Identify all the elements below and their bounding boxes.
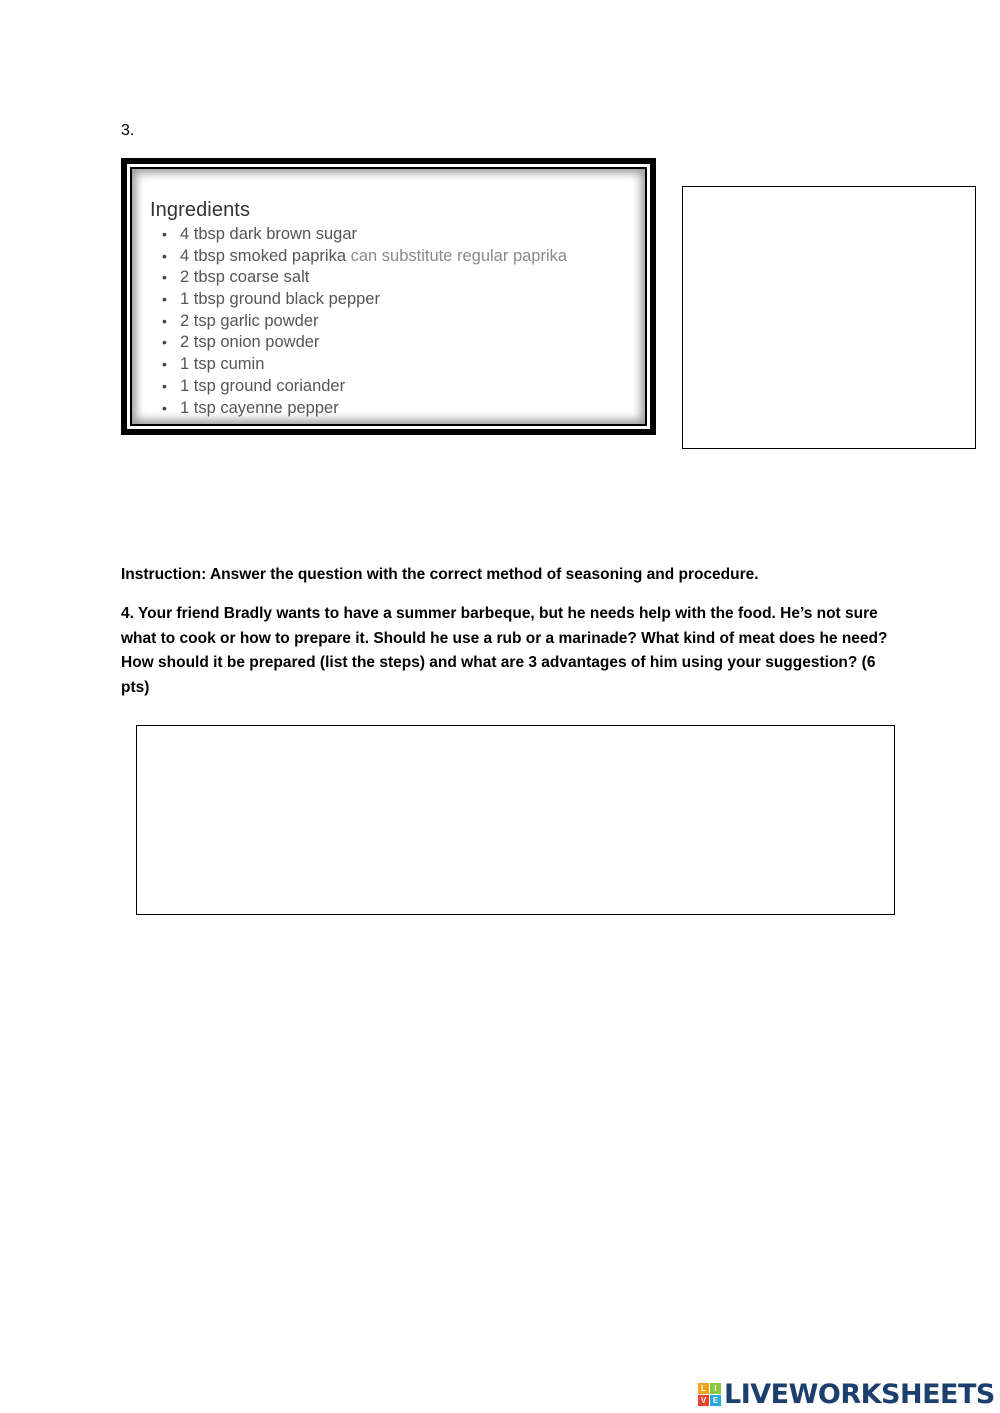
bullet-icon: • [162, 269, 167, 286]
question-4-answer-box[interactable] [136, 725, 895, 915]
bullet-icon: • [162, 291, 167, 308]
bullet-icon: • [162, 377, 167, 394]
bullet-icon: • [162, 399, 167, 416]
ingredient-item: • 2 tsp garlic powder [150, 311, 645, 333]
ingredient-item: • 4 tbsp dark brown sugar [150, 224, 645, 246]
liveworksheets-logo [698, 1378, 995, 1410]
question-3-answer-box[interactable] [682, 186, 976, 449]
ingredient-note: can substitute regular paprika [346, 246, 568, 265]
instruction-text: Instruction: Answer the question with the correct method of seasoning and procedure. [121, 566, 759, 583]
ingredient-item: • 1 tsp cayenne pepper [150, 398, 645, 420]
ingredient-item: • 2 tsp onion powder [150, 332, 645, 354]
liveworksheets-logo-text: LIVEWORKSHEETS [724, 1378, 995, 1410]
liveworksheets-logo-icon: L I V E [698, 1383, 721, 1406]
ingredient-item: • 1 tsp ground coriander [150, 376, 645, 398]
bullet-icon: • [162, 226, 167, 242]
bullet-icon: • [162, 312, 167, 329]
ingredients-list [150, 224, 645, 419]
question-3-number: 3. [121, 122, 135, 139]
ingredients-image [121, 158, 656, 435]
bullet-icon: • [162, 247, 167, 264]
ingredient-item: • 1 tbsp ground black pepper [150, 289, 645, 311]
bullet-icon: • [162, 356, 167, 373]
ingredient-item: • 2 tbsp coarse salt [150, 267, 645, 289]
ingredient-item: • 4 tbsp smoked paprika can substitute regular paprika [150, 246, 645, 268]
ingredient-item: • 1 tsp cumin [150, 354, 645, 376]
bullet-icon: • [162, 334, 167, 351]
question-4-text: 4. Your friend Bradly wants to have a summer barbeque, but he needs help with the food. He’s not sure what to cook or how to prepare it. Should he use a rub or a marinade? What kind of meat does he need? How should it be prepared (list the steps) and what are 3 advantages of him using your suggestion? (6 pts) [121, 605, 888, 697]
ingredients-title: Ingredients [150, 199, 251, 221]
